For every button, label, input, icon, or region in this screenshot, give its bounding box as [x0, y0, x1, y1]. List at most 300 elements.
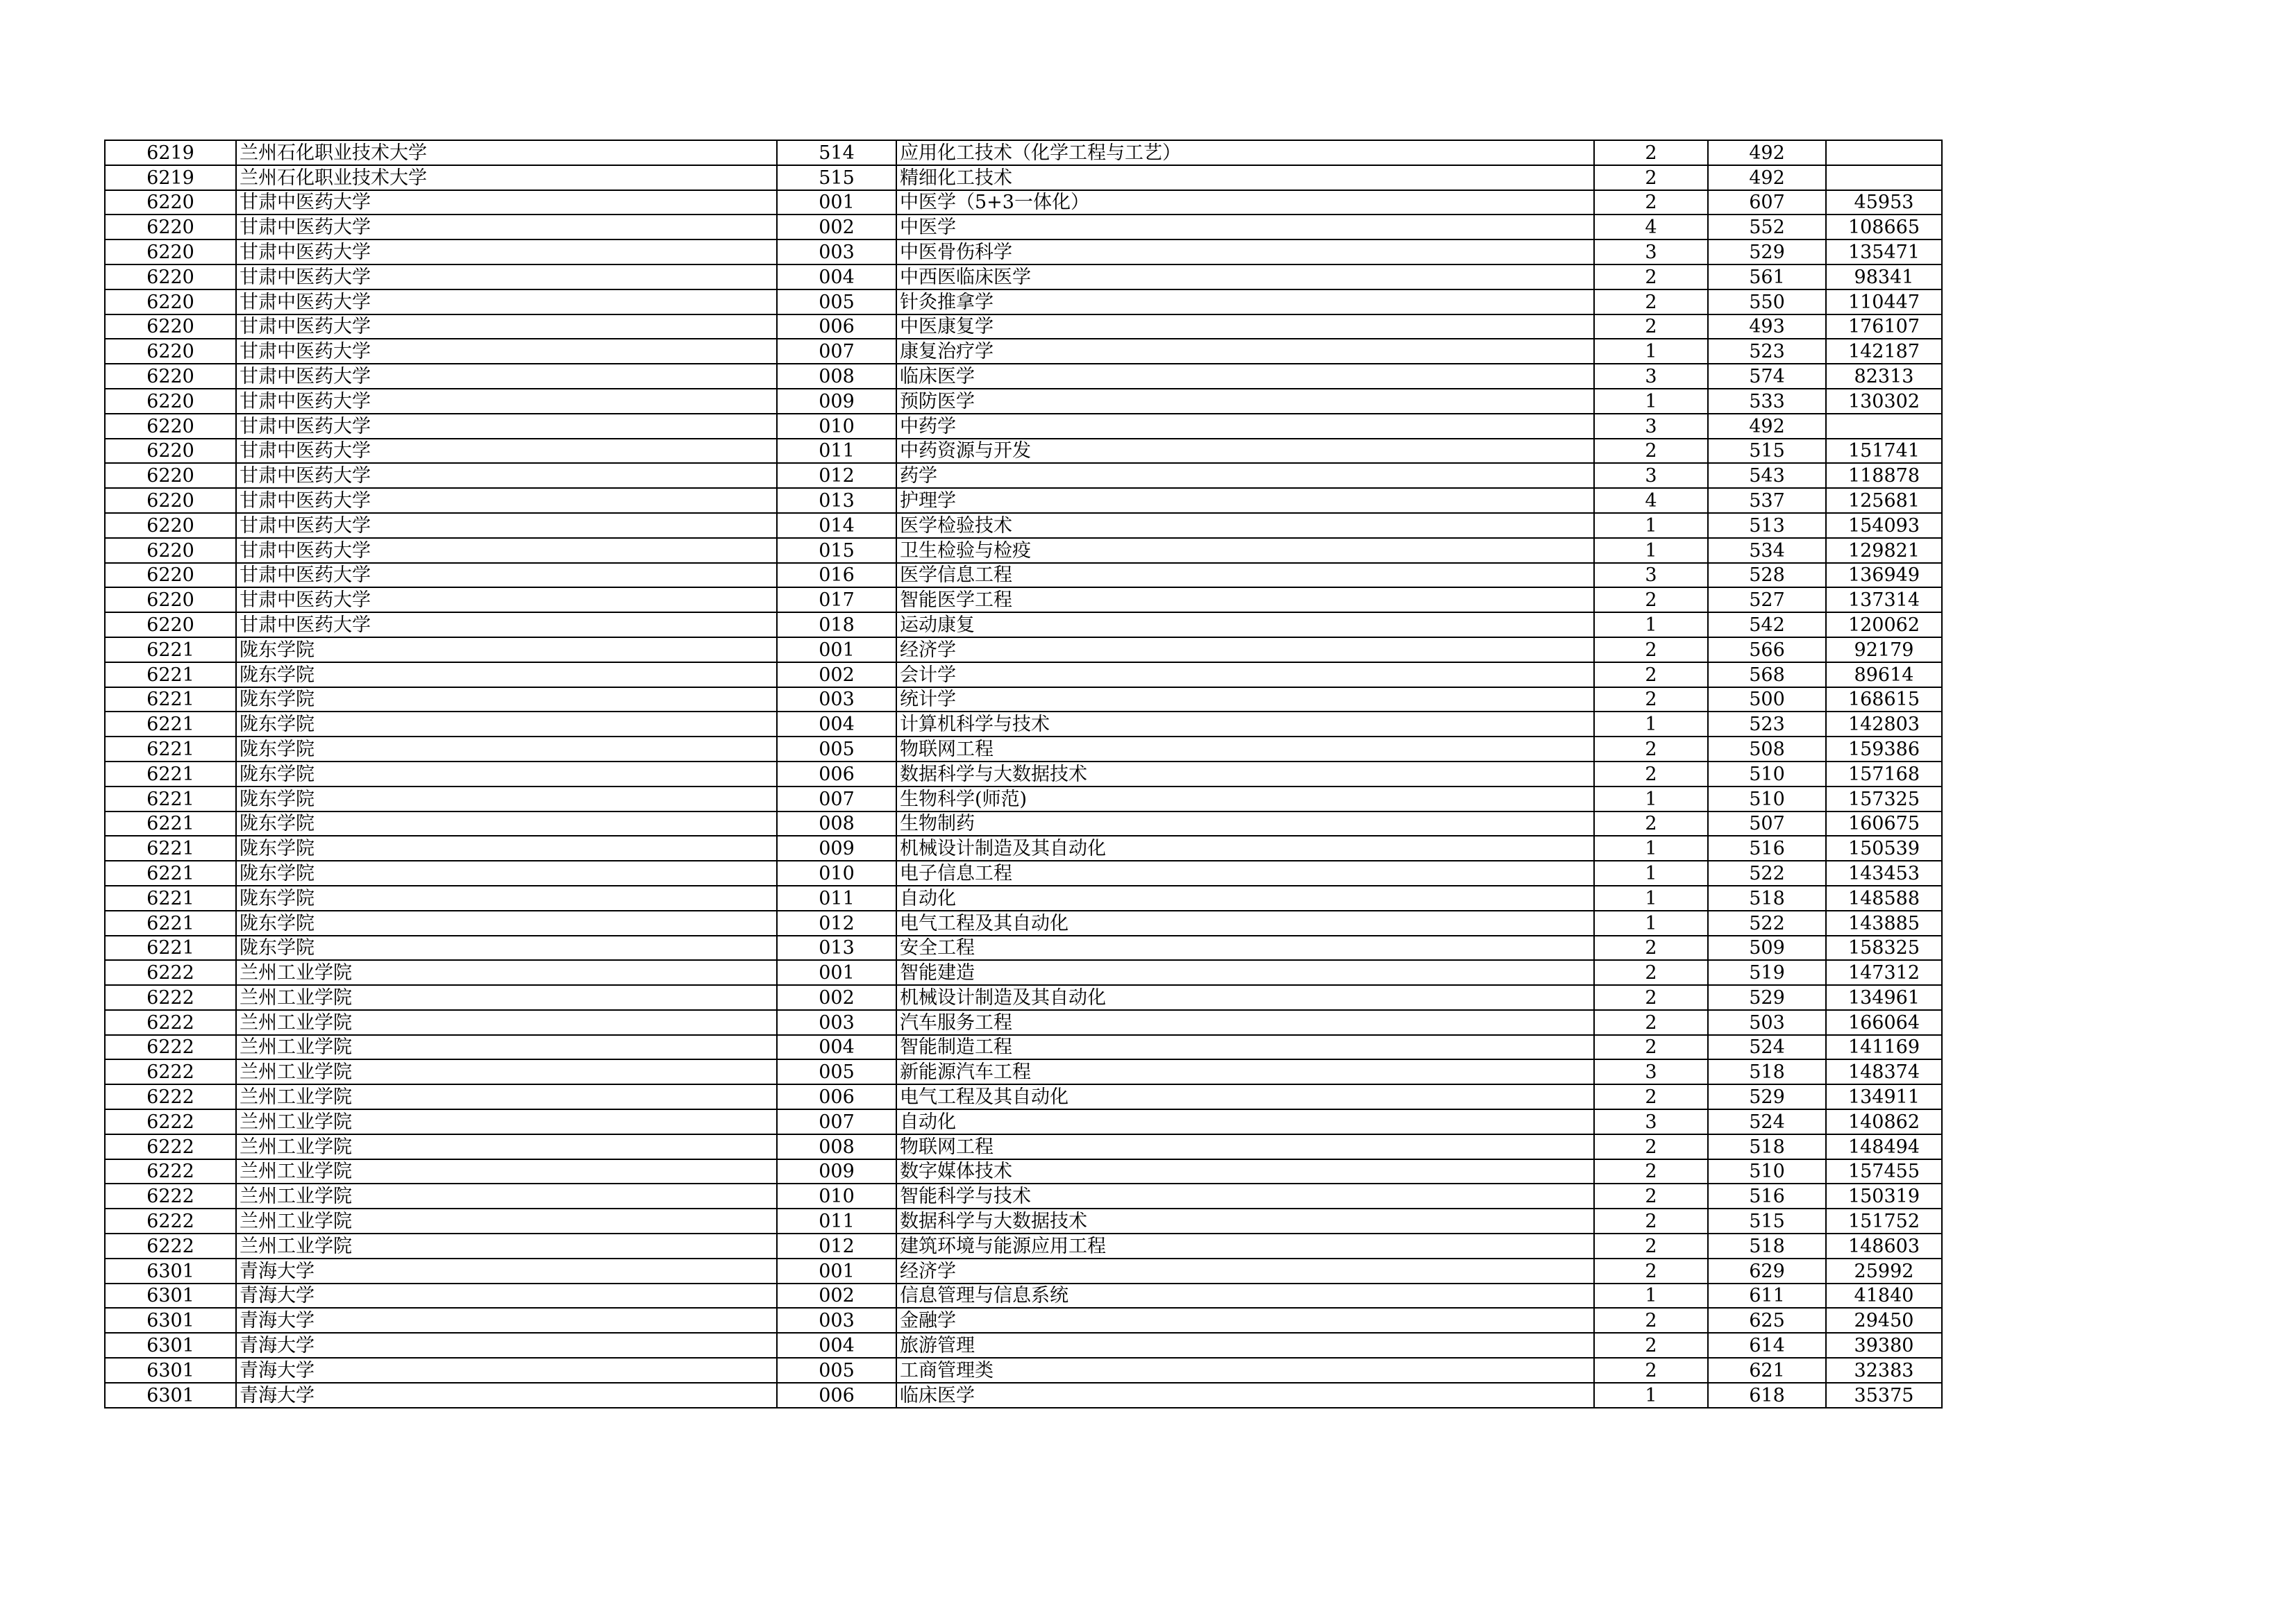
school-code-cell: 6220: [105, 339, 236, 364]
table-row: [105, 1259, 1942, 1284]
table-row: [105, 1134, 1942, 1159]
school-code-cell: 6222: [105, 1035, 236, 1060]
school-name-cell: 甘肃中医药大学: [236, 488, 777, 513]
school-code-cell: 6222: [105, 1059, 236, 1084]
school-code-cell: 6220: [105, 364, 236, 389]
min-score-cell: 510: [1708, 1159, 1826, 1184]
school-name-cell: 甘肃中医药大学: [236, 513, 777, 538]
school-code-cell: 6301: [105, 1284, 236, 1309]
min-rank-cell: 120062: [1826, 612, 1942, 637]
major-code-cell: 002: [777, 215, 896, 239]
school-code-cell: 6220: [105, 463, 236, 488]
min-score-cell: 523: [1708, 339, 1826, 364]
table-row: [105, 587, 1942, 612]
table-row: [105, 911, 1942, 936]
school-name-cell: 陇东学院: [236, 836, 777, 861]
major-code-cell: 014: [777, 513, 896, 538]
plan-count-cell: 2: [1594, 1358, 1708, 1383]
table-row: [105, 1184, 1942, 1209]
min-score-cell: 492: [1708, 140, 1826, 165]
plan-count-cell: 1: [1594, 787, 1708, 812]
table-row: [105, 1209, 1942, 1234]
min-rank-cell: 135471: [1826, 239, 1942, 264]
major-name-cell: 中医学（5+3一体化）: [896, 190, 1594, 215]
school-name-cell: 陇东学院: [236, 662, 777, 687]
min-rank-cell: 82313: [1826, 364, 1942, 389]
major-code-cell: 011: [777, 439, 896, 464]
major-name-cell: 生物科学(师范): [896, 787, 1594, 812]
school-name-cell: 兰州石化职业技术大学: [236, 140, 777, 165]
table-row: [105, 364, 1942, 389]
min-score-cell: 542: [1708, 612, 1826, 637]
major-name-cell: 自动化: [896, 886, 1594, 911]
table-row: [105, 662, 1942, 687]
min-score-cell: 552: [1708, 215, 1826, 239]
major-name-cell: 中医骨伤科学: [896, 239, 1594, 264]
major-name-cell: 精细化工技术: [896, 165, 1594, 190]
school-name-cell: 甘肃中医药大学: [236, 612, 777, 637]
min-score-cell: 529: [1708, 239, 1826, 264]
plan-count-cell: 2: [1594, 1134, 1708, 1159]
school-name-cell: 青海大学: [236, 1333, 777, 1358]
major-name-cell: 智能科学与技术: [896, 1184, 1594, 1209]
table-row: [105, 488, 1942, 513]
school-code-cell: 6222: [105, 1134, 236, 1159]
table-row: [105, 985, 1942, 1010]
min-rank-cell: 89614: [1826, 662, 1942, 687]
school-name-cell: 甘肃中医药大学: [236, 587, 777, 612]
min-score-cell: 566: [1708, 637, 1826, 662]
major-name-cell: 金融学: [896, 1308, 1594, 1333]
min-rank-cell: 108665: [1826, 215, 1942, 239]
major-code-cell: 018: [777, 612, 896, 637]
min-rank-cell: 142187: [1826, 339, 1942, 364]
school-name-cell: 兰州工业学院: [236, 985, 777, 1010]
plan-count-cell: 4: [1594, 488, 1708, 513]
min-rank-cell: 140862: [1826, 1109, 1942, 1134]
major-name-cell: 智能制造工程: [896, 1035, 1594, 1060]
major-name-cell: 预防医学: [896, 389, 1594, 414]
school-code-cell: 6221: [105, 911, 236, 936]
major-name-cell: 自动化: [896, 1109, 1594, 1134]
school-name-cell: 甘肃中医药大学: [236, 264, 777, 289]
table-row: [105, 414, 1942, 439]
major-name-cell: 机械设计制造及其自动化: [896, 985, 1594, 1010]
plan-count-cell: 2: [1594, 637, 1708, 662]
major-name-cell: 临床医学: [896, 364, 1594, 389]
school-code-cell: 6222: [105, 1010, 236, 1035]
school-name-cell: 青海大学: [236, 1358, 777, 1383]
major-name-cell: 护理学: [896, 488, 1594, 513]
school-name-cell: 甘肃中医药大学: [236, 538, 777, 563]
min-rank-cell: 168615: [1826, 687, 1942, 712]
major-code-cell: 003: [777, 687, 896, 712]
min-score-cell: 503: [1708, 1010, 1826, 1035]
min-score-cell: 528: [1708, 563, 1826, 588]
school-code-cell: 6221: [105, 861, 236, 886]
school-name-cell: 兰州工业学院: [236, 1134, 777, 1159]
school-name-cell: 陇东学院: [236, 687, 777, 712]
school-name-cell: 甘肃中医药大学: [236, 439, 777, 464]
plan-count-cell: 3: [1594, 1059, 1708, 1084]
major-name-cell: 中医学: [896, 215, 1594, 239]
major-code-cell: 002: [777, 662, 896, 687]
school-code-cell: 6221: [105, 687, 236, 712]
school-name-cell: 青海大学: [236, 1383, 777, 1408]
table-row: [105, 1159, 1942, 1184]
plan-count-cell: 4: [1594, 215, 1708, 239]
min-score-cell: 621: [1708, 1358, 1826, 1383]
major-code-cell: 010: [777, 414, 896, 439]
major-name-cell: 数字媒体技术: [896, 1159, 1594, 1184]
min-rank-cell: 110447: [1826, 289, 1942, 314]
major-name-cell: 物联网工程: [896, 737, 1594, 762]
major-code-cell: 009: [777, 1159, 896, 1184]
school-name-cell: 陇东学院: [236, 787, 777, 812]
plan-count-cell: 2: [1594, 1084, 1708, 1109]
min-score-cell: 515: [1708, 439, 1826, 464]
min-rank-cell: 150319: [1826, 1184, 1942, 1209]
min-rank-cell: 134911: [1826, 1084, 1942, 1109]
major-name-cell: 中医康复学: [896, 314, 1594, 339]
school-name-cell: 甘肃中医药大学: [236, 364, 777, 389]
plan-count-cell: 1: [1594, 911, 1708, 936]
plan-count-cell: 2: [1594, 662, 1708, 687]
major-code-cell: 006: [777, 762, 896, 787]
school-code-cell: 6220: [105, 289, 236, 314]
table-row: [105, 289, 1942, 314]
plan-count-cell: 2: [1594, 140, 1708, 165]
table-row: [105, 1084, 1942, 1109]
major-code-cell: 003: [777, 239, 896, 264]
table-row: [105, 314, 1942, 339]
school-code-cell: 6222: [105, 1234, 236, 1259]
school-code-cell: 6221: [105, 936, 236, 961]
plan-count-cell: 1: [1594, 712, 1708, 737]
school-code-cell: 6221: [105, 787, 236, 812]
major-name-cell: 中药资源与开发: [896, 439, 1594, 464]
min-rank-cell: 166064: [1826, 1010, 1942, 1035]
plan-count-cell: 2: [1594, 936, 1708, 961]
min-rank-cell: 125681: [1826, 488, 1942, 513]
plan-count-cell: 2: [1594, 762, 1708, 787]
table-row: [105, 1234, 1942, 1259]
plan-count-cell: 2: [1594, 587, 1708, 612]
major-code-cell: 012: [777, 1234, 896, 1259]
table-row: [105, 1308, 1942, 1333]
min-rank-cell: 98341: [1826, 264, 1942, 289]
plan-count-cell: 2: [1594, 190, 1708, 215]
min-rank-cell: 176107: [1826, 314, 1942, 339]
school-name-cell: 甘肃中医药大学: [236, 289, 777, 314]
major-code-cell: 002: [777, 1284, 896, 1309]
school-name-cell: 兰州工业学院: [236, 1059, 777, 1084]
school-name-cell: 陇东学院: [236, 737, 777, 762]
plan-count-cell: 1: [1594, 612, 1708, 637]
min-score-cell: 561: [1708, 264, 1826, 289]
school-name-cell: 兰州工业学院: [236, 1234, 777, 1259]
major-code-cell: 515: [777, 165, 896, 190]
school-name-cell: 青海大学: [236, 1308, 777, 1333]
table-row: [105, 1358, 1942, 1383]
min-rank-cell: 154093: [1826, 513, 1942, 538]
school-name-cell: 甘肃中医药大学: [236, 463, 777, 488]
min-rank-cell: 148494: [1826, 1134, 1942, 1159]
school-code-cell: 6301: [105, 1308, 236, 1333]
min-rank-cell: 32383: [1826, 1358, 1942, 1383]
major-code-cell: 010: [777, 861, 896, 886]
school-code-cell: 6220: [105, 239, 236, 264]
min-score-cell: 543: [1708, 463, 1826, 488]
plan-count-cell: 3: [1594, 364, 1708, 389]
plan-count-cell: 2: [1594, 165, 1708, 190]
min-rank-cell: 142803: [1826, 712, 1942, 737]
school-name-cell: 甘肃中医药大学: [236, 414, 777, 439]
major-code-cell: 006: [777, 314, 896, 339]
school-code-cell: 6221: [105, 712, 236, 737]
school-code-cell: 6220: [105, 488, 236, 513]
major-code-cell: 008: [777, 812, 896, 836]
min-rank-cell: 150539: [1826, 836, 1942, 861]
major-code-cell: 012: [777, 463, 896, 488]
min-score-cell: 574: [1708, 364, 1826, 389]
major-name-cell: 统计学: [896, 687, 1594, 712]
plan-count-cell: 2: [1594, 314, 1708, 339]
plan-count-cell: 2: [1594, 289, 1708, 314]
plan-count-cell: 2: [1594, 1259, 1708, 1284]
min-score-cell: 568: [1708, 662, 1826, 687]
major-name-cell: 经济学: [896, 1259, 1594, 1284]
school-code-cell: 6221: [105, 737, 236, 762]
table-body: [105, 140, 1942, 1408]
school-name-cell: 兰州工业学院: [236, 1084, 777, 1109]
table-row: [105, 339, 1942, 364]
plan-count-cell: 1: [1594, 861, 1708, 886]
major-code-cell: 007: [777, 1109, 896, 1134]
school-name-cell: 甘肃中医药大学: [236, 563, 777, 588]
major-name-cell: 物联网工程: [896, 1134, 1594, 1159]
min-rank-cell: 158325: [1826, 936, 1942, 961]
major-name-cell: 汽车服务工程: [896, 1010, 1594, 1035]
min-score-cell: 513: [1708, 513, 1826, 538]
major-code-cell: 013: [777, 936, 896, 961]
min-score-cell: 518: [1708, 886, 1826, 911]
school-code-cell: 6221: [105, 836, 236, 861]
school-name-cell: 兰州工业学院: [236, 1010, 777, 1035]
min-rank-cell: 151752: [1826, 1209, 1942, 1234]
school-name-cell: 兰州工业学院: [236, 1184, 777, 1209]
school-code-cell: 6220: [105, 563, 236, 588]
major-name-cell: 工商管理类: [896, 1358, 1594, 1383]
school-code-cell: 6220: [105, 414, 236, 439]
min-rank-cell: 151741: [1826, 439, 1942, 464]
school-code-cell: 6220: [105, 314, 236, 339]
table-row: [105, 687, 1942, 712]
major-name-cell: 医学检验技术: [896, 513, 1594, 538]
min-score-cell: 510: [1708, 787, 1826, 812]
major-code-cell: 005: [777, 1358, 896, 1383]
major-code-cell: 015: [777, 538, 896, 563]
school-name-cell: 兰州工业学院: [236, 1109, 777, 1134]
plan-count-cell: 2: [1594, 439, 1708, 464]
school-name-cell: 甘肃中医药大学: [236, 215, 777, 239]
plan-count-cell: 2: [1594, 1159, 1708, 1184]
major-name-cell: 数据科学与大数据技术: [896, 1209, 1594, 1234]
major-code-cell: 008: [777, 364, 896, 389]
admission-table: [104, 140, 1943, 1408]
school-name-cell: 陇东学院: [236, 762, 777, 787]
school-code-cell: 6301: [105, 1358, 236, 1383]
school-code-cell: 6221: [105, 762, 236, 787]
min-rank-cell: 25992: [1826, 1259, 1942, 1284]
min-rank-cell: 29450: [1826, 1308, 1942, 1333]
min-score-cell: 518: [1708, 1234, 1826, 1259]
school-code-cell: 6222: [105, 1159, 236, 1184]
school-code-cell: 6220: [105, 538, 236, 563]
plan-count-cell: 1: [1594, 836, 1708, 861]
plan-count-cell: 2: [1594, 1035, 1708, 1060]
school-code-cell: 6220: [105, 264, 236, 289]
school-name-cell: 陇东学院: [236, 911, 777, 936]
plan-count-cell: 1: [1594, 339, 1708, 364]
table-row: [105, 787, 1942, 812]
min-rank-cell: 148603: [1826, 1234, 1942, 1259]
school-code-cell: 6301: [105, 1383, 236, 1408]
school-code-cell: 6221: [105, 812, 236, 836]
plan-count-cell: 1: [1594, 389, 1708, 414]
major-code-cell: 007: [777, 787, 896, 812]
plan-count-cell: 2: [1594, 812, 1708, 836]
min-score-cell: 529: [1708, 1084, 1826, 1109]
major-code-cell: 005: [777, 289, 896, 314]
major-name-cell: 经济学: [896, 637, 1594, 662]
min-score-cell: 516: [1708, 836, 1826, 861]
major-name-cell: 电气工程及其自动化: [896, 1084, 1594, 1109]
plan-count-cell: 1: [1594, 513, 1708, 538]
major-code-cell: 009: [777, 389, 896, 414]
min-rank-cell: [1826, 165, 1942, 190]
min-score-cell: 524: [1708, 1109, 1826, 1134]
school-code-cell: 6220: [105, 587, 236, 612]
major-name-cell: 安全工程: [896, 936, 1594, 961]
min-score-cell: 529: [1708, 985, 1826, 1010]
major-name-cell: 旅游管理: [896, 1333, 1594, 1358]
school-name-cell: 陇东学院: [236, 712, 777, 737]
major-code-cell: 001: [777, 960, 896, 985]
school-code-cell: 6220: [105, 389, 236, 414]
min-rank-cell: 159386: [1826, 737, 1942, 762]
major-code-cell: 002: [777, 985, 896, 1010]
table-row: [105, 861, 1942, 886]
min-rank-cell: 137314: [1826, 587, 1942, 612]
min-rank-cell: 136949: [1826, 563, 1942, 588]
min-score-cell: 527: [1708, 587, 1826, 612]
major-code-cell: 001: [777, 1259, 896, 1284]
min-score-cell: 524: [1708, 1035, 1826, 1060]
major-name-cell: 智能建造: [896, 960, 1594, 985]
min-score-cell: 510: [1708, 762, 1826, 787]
min-score-cell: 493: [1708, 314, 1826, 339]
min-score-cell: 523: [1708, 712, 1826, 737]
table-row: [105, 1035, 1942, 1060]
major-name-cell: 新能源汽车工程: [896, 1059, 1594, 1084]
school-code-cell: 6222: [105, 1084, 236, 1109]
school-code-cell: 6219: [105, 165, 236, 190]
school-name-cell: 甘肃中医药大学: [236, 239, 777, 264]
min-score-cell: 509: [1708, 936, 1826, 961]
major-code-cell: 006: [777, 1383, 896, 1408]
table-row: [105, 439, 1942, 464]
table-row: [105, 513, 1942, 538]
plan-count-cell: 1: [1594, 1383, 1708, 1408]
school-name-cell: 陇东学院: [236, 812, 777, 836]
major-name-cell: 电气工程及其自动化: [896, 911, 1594, 936]
min-score-cell: 618: [1708, 1383, 1826, 1408]
major-name-cell: 机械设计制造及其自动化: [896, 836, 1594, 861]
school-code-cell: 6220: [105, 215, 236, 239]
table-row: [105, 1383, 1942, 1408]
table-row: [105, 637, 1942, 662]
min-score-cell: 522: [1708, 861, 1826, 886]
plan-count-cell: 2: [1594, 687, 1708, 712]
table-row: [105, 563, 1942, 588]
min-score-cell: 516: [1708, 1184, 1826, 1209]
major-code-cell: 011: [777, 886, 896, 911]
table-row: [105, 165, 1942, 190]
school-name-cell: 兰州工业学院: [236, 1209, 777, 1234]
major-name-cell: 电子信息工程: [896, 861, 1594, 886]
plan-count-cell: 2: [1594, 985, 1708, 1010]
plan-count-cell: 2: [1594, 1010, 1708, 1035]
major-code-cell: 003: [777, 1010, 896, 1035]
major-name-cell: 中药学: [896, 414, 1594, 439]
min-score-cell: 614: [1708, 1333, 1826, 1358]
min-rank-cell: 134961: [1826, 985, 1942, 1010]
major-code-cell: 004: [777, 1035, 896, 1060]
plan-count-cell: 2: [1594, 1209, 1708, 1234]
min-rank-cell: 147312: [1826, 960, 1942, 985]
school-name-cell: 甘肃中医药大学: [236, 190, 777, 215]
plan-count-cell: 2: [1594, 1184, 1708, 1209]
min-rank-cell: 129821: [1826, 538, 1942, 563]
plan-count-cell: 1: [1594, 538, 1708, 563]
school-code-cell: 6221: [105, 662, 236, 687]
major-name-cell: 建筑环境与能源应用工程: [896, 1234, 1594, 1259]
min-score-cell: 519: [1708, 960, 1826, 985]
table-row: [105, 712, 1942, 737]
min-rank-cell: 157455: [1826, 1159, 1942, 1184]
table-row: [105, 1284, 1942, 1309]
min-score-cell: 500: [1708, 687, 1826, 712]
major-code-cell: 006: [777, 1084, 896, 1109]
major-name-cell: 应用化工技术（化学工程与工艺）: [896, 140, 1594, 165]
major-code-cell: 003: [777, 1308, 896, 1333]
min-rank-cell: 39380: [1826, 1333, 1942, 1358]
min-score-cell: 537: [1708, 488, 1826, 513]
min-score-cell: 550: [1708, 289, 1826, 314]
school-name-cell: 甘肃中医药大学: [236, 314, 777, 339]
school-code-cell: 6301: [105, 1333, 236, 1358]
table-row: [105, 812, 1942, 836]
major-name-cell: 信息管理与信息系统: [896, 1284, 1594, 1309]
major-name-cell: 智能医学工程: [896, 587, 1594, 612]
table-row: [105, 836, 1942, 861]
plan-count-cell: 3: [1594, 463, 1708, 488]
major-code-cell: 005: [777, 1059, 896, 1084]
major-name-cell: 会计学: [896, 662, 1594, 687]
table-row: [105, 886, 1942, 911]
min-score-cell: 518: [1708, 1134, 1826, 1159]
